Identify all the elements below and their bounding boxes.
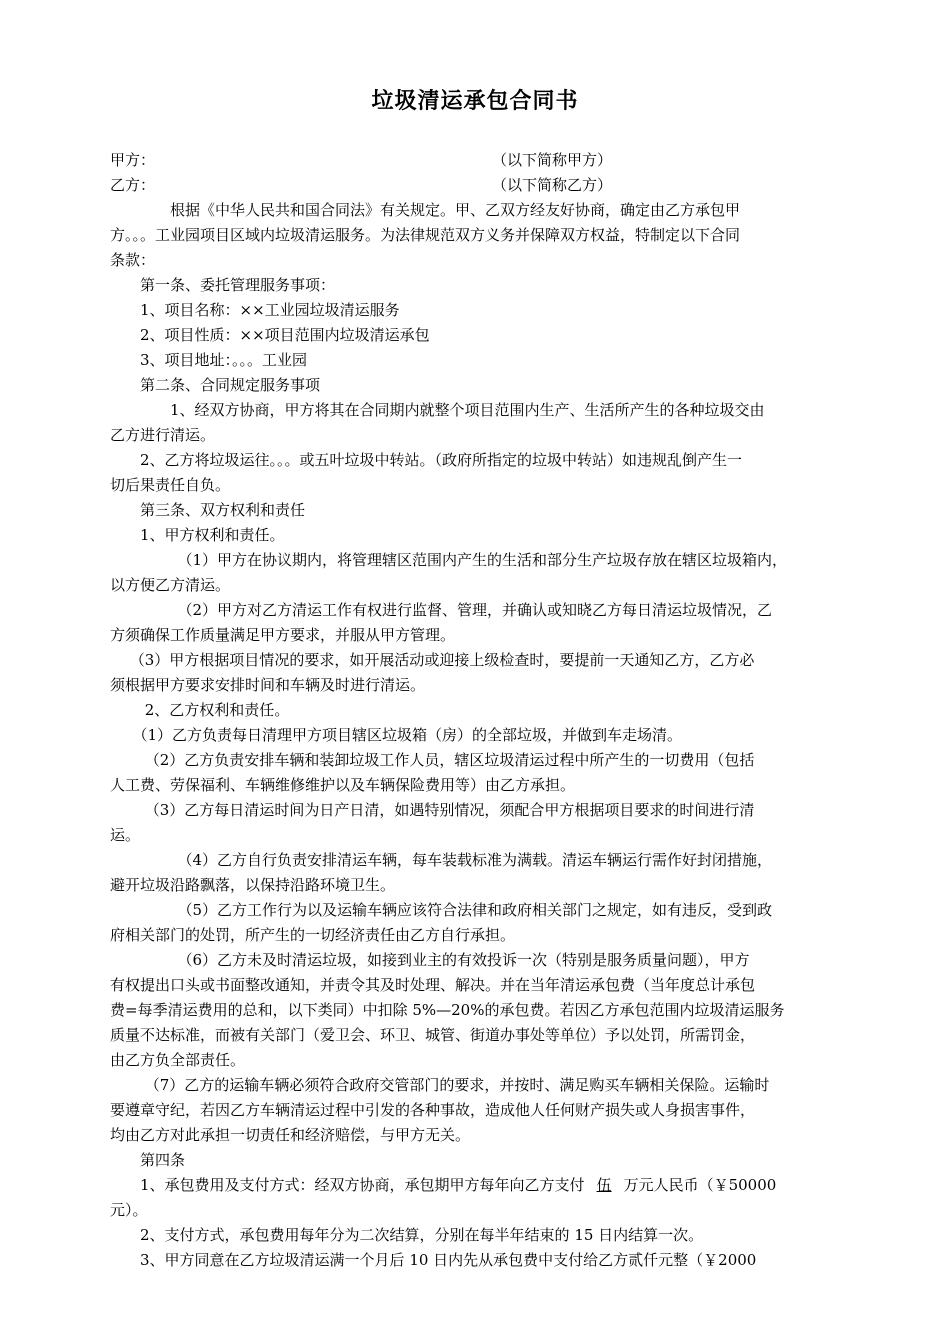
party-a-label: 甲方： bbox=[110, 151, 156, 169]
text-line: 2、支付方式，承包费用每年分为二次结算，分别在每半年结束的 15 日内结算一次。 bbox=[110, 1226, 704, 1244]
text-line: 3、甲方同意在乙方垃圾清运满一个月后 10 日内先从承包费中支付给乙方贰仟元整（￥2000 bbox=[110, 1251, 757, 1269]
fee-line bbox=[110, 1173, 850, 1198]
text-line: （4）乙方自行负责安排清运车辆，每车装载标准为满载。清运车辆运行需作好封闭措施， bbox=[110, 851, 773, 869]
party-b-note: （以下简称乙方） bbox=[492, 176, 613, 194]
fee-line-after: 万元人民币（￥50000 bbox=[623, 1176, 777, 1194]
text-line: 府相关部门的处罚，所产生的一切经济责任由乙方自行承担。 bbox=[110, 926, 516, 944]
text-line: 1、经双方协商，甲方将其在合同期内就整个项目范围内生产、生活所产生的各种垃圾交由 bbox=[110, 401, 765, 419]
text-line: 3、项目地址：。。。工业园 bbox=[110, 351, 308, 369]
text-line: 第一条、委托管理服务事项： bbox=[110, 276, 336, 294]
text-line: 有权提出口头或书面整改通知，并责令其及时处理、解决。并在当年清运承包费（当年度总计承包 bbox=[110, 976, 756, 994]
text-line: （5）乙方工作行为以及运输车辆应该符合法律和政府相关部门之规定，如有违反，受到政 bbox=[110, 901, 773, 919]
text-line: 2、乙方将垃圾运往。。。或五叶垃圾中转站。（政府所指定的垃圾中转站）如违规乱倒产生一 bbox=[110, 451, 743, 469]
text-line: 乙方进行清运。 bbox=[110, 426, 216, 444]
text-line: 要遵章守纪，若因乙方车辆清运过程中引发的各种事故，造成他人任何财产损失或人身损害事件， bbox=[110, 1101, 756, 1119]
text-line: 质量不达标准，而被有关部门（爱卫会、环卫、城管、街道办事处等单位）予以处罚，所需罚金， bbox=[110, 1026, 756, 1044]
text-line: 避开垃圾沿路飘落，以保持沿路环境卫生。 bbox=[110, 876, 396, 894]
text-line: 2、乙方权利和责任。 bbox=[110, 701, 290, 719]
party-a-note: （以下简称甲方） bbox=[492, 151, 613, 169]
text-line: （6）乙方未及时清运垃圾，如接到业主的有效投诉一次（特别是服务质量问题），甲方 bbox=[110, 951, 750, 969]
text-line: 1、甲方权利和责任。 bbox=[110, 526, 285, 544]
document-title: 垃圾清运承包合同书 bbox=[371, 88, 579, 114]
text-line: （3）乙方每日清运时间为日产日清，如遇特别情况，须配合甲方根据项目要求的时间进行清 bbox=[110, 801, 755, 819]
text-line: （2）甲方对乙方清运工作有权进行监督、管理，并确认或知晓乙方每日清运垃圾情况，乙 bbox=[110, 601, 773, 619]
text-line: （1）乙方负责每日清理甲方项目辖区垃圾箱（房）的全部垃圾，并做到车走场清。 bbox=[110, 726, 683, 744]
text-line: 1、项目名称：××工业园垃圾清运服务 bbox=[110, 301, 400, 319]
text-line: （7）乙方的运输车辆必须符合政府交管部门的要求，并按时、满足购买车辆相关保险。运输时 bbox=[110, 1076, 770, 1094]
text-line: 均由乙方对此承担一切责任和经济赔偿，与甲方无关。 bbox=[110, 1126, 471, 1144]
fee-amount: 伍 bbox=[596, 1176, 612, 1194]
text-line: 切后果责任自负。 bbox=[110, 476, 231, 494]
text-line: 根据《中华人民共和国合同法》有关规定。甲、乙双方经友好协商，确定由乙方承包甲 bbox=[110, 201, 741, 219]
text-line: 方。。。工业园项目区域内垃圾清运服务。为法律规范双方义务并保障双方权益，特制定以下合同 bbox=[110, 226, 741, 244]
text-line: 以方便乙方清运。 bbox=[110, 576, 231, 594]
text-line: 由乙方负全部责任。 bbox=[110, 1051, 246, 1069]
party-a-line bbox=[110, 148, 850, 173]
text-line: 第四条 bbox=[110, 1151, 186, 1169]
text-line: （3）甲方根据项目情况的要求，如开展活动或迎接上级检查时，要提前一天通知乙方，乙方必 bbox=[110, 651, 755, 669]
text-line: 第三条、双方权利和责任 bbox=[110, 501, 306, 519]
party-b-line bbox=[110, 173, 850, 198]
text-line: 元）。 bbox=[110, 1201, 148, 1219]
text-line: 运。 bbox=[110, 826, 141, 844]
text-line: 条款： bbox=[110, 251, 156, 269]
text-line: 人工费、劳保福利、车辆维修维护以及车辆保险费用等）由乙方承担。 bbox=[110, 776, 576, 794]
text-line: 须根据甲方要求安排时间和车辆及时进行清运。 bbox=[110, 676, 426, 694]
text-line: （2）乙方负责安排车辆和装卸垃圾工作人员，辖区垃圾清运过程中所产生的一切费用（包括 bbox=[110, 751, 755, 769]
text-line: 第二条、合同规定服务事项 bbox=[110, 376, 321, 394]
text-line: 2、项目性质：××项目范围内垃圾清运承包 bbox=[110, 326, 430, 344]
party-b-label: 乙方： bbox=[110, 176, 156, 194]
text-line: 费=每季清运费用的总和，以下类同）中扣除 5%—20%的承包费。若因乙方承包范围内垃圾清运服务 bbox=[110, 1001, 785, 1019]
text-line: （1）甲方在协议期内，将管理辖区范围内产生的生活和部分生产垃圾存放在辖区垃圾箱内， bbox=[110, 551, 788, 569]
fee-line-before: 1、承包费用及支付方式：经双方协商，承包期甲方每年向乙方支付 bbox=[110, 1176, 585, 1194]
text-line: 方须确保工作质量满足甲方要求，并服从甲方管理。 bbox=[110, 626, 456, 644]
